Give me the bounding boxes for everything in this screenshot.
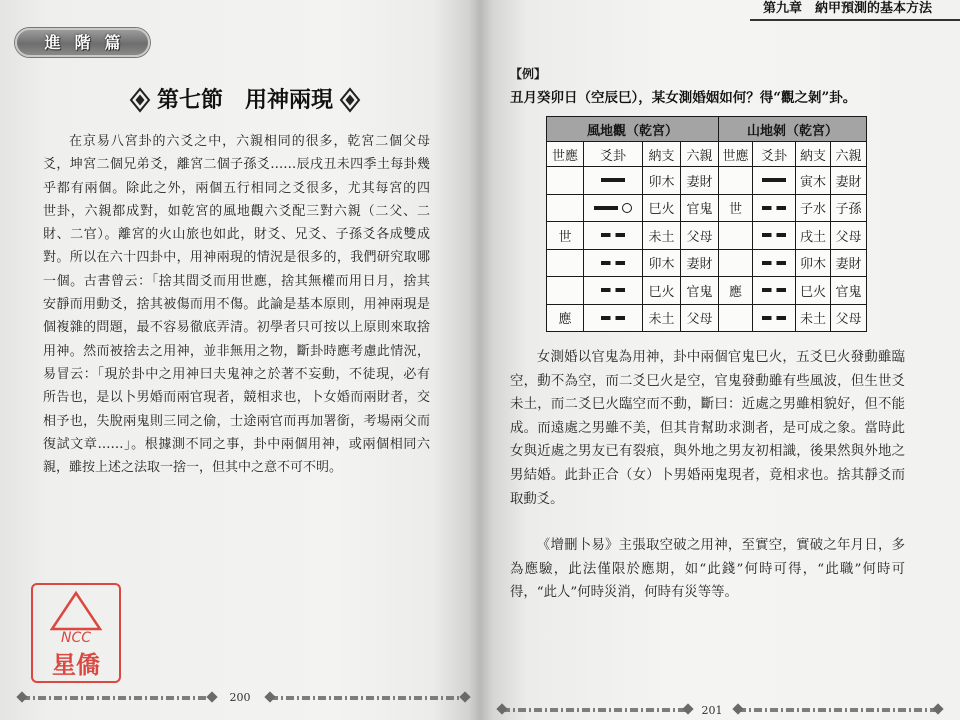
- note-paragraph: [510, 534, 905, 605]
- shi-ying-cell: [547, 277, 584, 305]
- na-zhi-cell: 戌土: [796, 222, 831, 250]
- yao-rows: [547, 167, 867, 332]
- header-rule: [750, 19, 960, 21]
- text-line: 用神。然而被捨去之用神，並非無用之物，斷卦時應考慮此情況，: [43, 343, 430, 359]
- text-line: 女與近處之男友已有裂痕，與外地之男友初相識，後果然與外地之: [510, 444, 905, 460]
- logo-chinese-text: 星僑: [52, 651, 100, 679]
- column-header-liu-qin: 六親: [681, 142, 719, 167]
- footer-ornament-line: [22, 696, 212, 700]
- text-line: 在京易八宮卦的六爻之中，六親相同的很多，乾宮二個父母: [69, 134, 430, 149]
- yao-line-cell: [753, 194, 796, 222]
- text-line: 未土，而二爻巳火臨空而不動，斷曰：近處之男雖相貌好，但不能: [510, 397, 905, 413]
- na-zhi-cell: 未土: [643, 222, 681, 250]
- yao-line-cell: [753, 222, 796, 250]
- chapter-header: 第九章 納甲預測的基本方法: [763, 1, 933, 16]
- shi-ying-cell: [547, 249, 584, 277]
- na-zhi-cell: 卯木: [643, 167, 681, 195]
- text-line: 所告也，是以卜男婚而兩官現者，競相求也，卜女婚而兩財者，交: [43, 390, 430, 406]
- text-line: 爻，坤宮二個兄弟爻，離宮二個子孫爻……辰戌丑未四季土每卦幾: [43, 157, 430, 173]
- column-header-yao-gua: 爻卦: [584, 142, 643, 167]
- column-header-liu-qin: 六親: [831, 142, 867, 167]
- yang-line-icon: [601, 178, 625, 182]
- text-line: 乎都有兩個。除此之外，兩個五行相同之爻很多，尤其每宮的四: [43, 180, 430, 196]
- na-zhi-cell: 巳火: [796, 277, 831, 305]
- column-header-row: [547, 142, 867, 167]
- logo-latin-text: NCC: [60, 630, 92, 646]
- text-line: 《增刪卜易》主張取空破之用神，至實空，實破之年月日，多: [536, 538, 905, 553]
- hexagram-name-row: [547, 117, 867, 142]
- ncc-xingqiao-logo: [30, 582, 122, 684]
- text-line: 一個。古書曾云：「捨其間爻而用世應，捨其無權而用日月，捨其: [43, 273, 430, 289]
- changed-hexagram-name: 山地剝（乾宮）: [719, 117, 867, 142]
- na-zhi-cell: 未土: [643, 304, 681, 332]
- page-number: 200: [229, 691, 251, 704]
- example-label: 【例】: [510, 67, 547, 81]
- shi-ying-cell: 應: [547, 304, 584, 332]
- yao-row: [547, 222, 867, 250]
- analysis-paragraph: [510, 346, 905, 511]
- yao-line-cell: [753, 167, 796, 195]
- left-body-text: [43, 130, 430, 479]
- text-line: 為應驗，此法僅限於應期，如“此錢”何時可得，“此職”何時可: [510, 561, 905, 577]
- yao-row: [547, 304, 867, 332]
- yao-line-cell: [584, 249, 643, 277]
- text-line: 對。所以在六十四卦中，用神兩現的情況是很多的，我們研究取哪: [43, 250, 430, 266]
- part-banner: 進階篇: [15, 28, 150, 57]
- shi-ying-cell: [719, 167, 753, 195]
- yin-line-icon: [762, 288, 786, 292]
- yao-row: [547, 277, 867, 305]
- liu-qin-cell: 妻財: [831, 167, 867, 195]
- shi-ying-cell: 應: [719, 277, 753, 305]
- shi-ying-cell: 世: [719, 194, 753, 222]
- page-number: 201: [701, 704, 723, 717]
- yin-line-icon: [601, 288, 625, 292]
- shi-ying-cell: [547, 194, 584, 222]
- footer-ornament-line: [738, 708, 938, 712]
- title-ornament-left-icon: [129, 87, 151, 113]
- text-line: 女測婚以官鬼為用神，卦中兩個官鬼巳火，五爻巳火發動雖臨: [536, 350, 905, 365]
- na-zhi-cell: 寅木: [796, 167, 831, 195]
- text-line: 得，“此人”何時災消，何時有災等等。: [510, 585, 738, 601]
- shi-ying-cell: [719, 304, 753, 332]
- text-line: 安靜而用動爻，捨其被傷而用不傷。此論是基本原則，用神兩現是: [43, 297, 430, 313]
- footer-ornament-line: [270, 696, 465, 700]
- yao-line-cell: [584, 304, 643, 332]
- yin-line-icon: [762, 206, 786, 210]
- liu-qin-cell: 子孫: [831, 194, 867, 222]
- column-header-na-zhi: 納支: [796, 142, 831, 167]
- liu-qin-cell: 父母: [681, 304, 719, 332]
- moving-line-circle-icon: [622, 203, 632, 213]
- yao-line-cell: [753, 304, 796, 332]
- text-line: 財、二官）。離宮的火山旅也如此，財爻、兄爻、子孫爻各成雙成: [43, 227, 430, 243]
- text-line: 成。而遠處之男雖不美，但其肯幫助求測者，是可成之象。當時此: [510, 420, 905, 436]
- yao-line-cell: [753, 249, 796, 277]
- hexagram-table: [546, 116, 867, 332]
- column-header-na-zhi: 納支: [643, 142, 681, 167]
- text-line: 空，動不為空，而二爻巳火是空，官鬼發動雖有些風波，但生世爻: [510, 373, 905, 389]
- na-zhi-cell: 巳火: [643, 194, 681, 222]
- liu-qin-cell: 妻財: [681, 249, 719, 277]
- yao-row: [547, 167, 867, 195]
- yao-line-cell: [584, 194, 643, 222]
- yao-line-cell: [584, 167, 643, 195]
- yin-line-icon: [601, 233, 625, 237]
- text-line: 復試文章……」。根據測不同之事，卦中兩個用神，或兩個相同六: [43, 436, 430, 452]
- yao-line-cell: [584, 277, 643, 305]
- column-header-shi-ying: 世應: [719, 142, 753, 167]
- na-zhi-cell: 未土: [796, 304, 831, 332]
- liu-qin-cell: 官鬼: [831, 277, 867, 305]
- liu-qin-cell: 父母: [831, 304, 867, 332]
- liu-qin-cell: 妻財: [681, 167, 719, 195]
- column-header-shi-ying: 世應: [547, 142, 584, 167]
- liu-qin-cell: 官鬼: [681, 277, 719, 305]
- yin-line-icon: [762, 261, 786, 265]
- column-header-yao-gua: 爻卦: [753, 142, 796, 167]
- na-zhi-cell: 卯木: [796, 249, 831, 277]
- text-line: 世卦，六親都成對，如乾宮的風地觀六爻配三對六親（二父、二: [43, 203, 430, 219]
- yin-line-icon: [601, 261, 625, 265]
- text-line: 親，雖按上述之法取一捨一，但其中之意不可不明。: [43, 460, 343, 476]
- title-ornament-right-icon: [339, 87, 361, 113]
- na-zhi-cell: 卯木: [643, 249, 681, 277]
- yao-line-cell: [753, 277, 796, 305]
- logo-triangle-icon: [52, 593, 100, 629]
- shi-ying-cell: [547, 167, 584, 195]
- right-page: [480, 0, 960, 720]
- yao-row: [547, 249, 867, 277]
- liu-qin-cell: 父母: [681, 222, 719, 250]
- text-line: 取動爻。: [510, 491, 564, 507]
- yao-line-cell: [584, 222, 643, 250]
- original-hexagram-name: 風地觀（乾宮）: [547, 117, 719, 142]
- shi-ying-cell: [719, 249, 753, 277]
- na-zhi-cell: 子水: [796, 194, 831, 222]
- section-title-text: 第七節 用神兩現: [156, 87, 333, 113]
- text-line: 相予也，失脫兩鬼則三同之偷，士途兩官而再加署銜，考場兩父而: [43, 413, 430, 429]
- yang-line-icon: [594, 206, 618, 210]
- yin-line-icon: [762, 316, 786, 320]
- na-zhi-cell: 巳火: [643, 277, 681, 305]
- text-line: 男結婚。此卦正合（女）卜男婚兩鬼現者，竟相求也。捨其靜爻而: [510, 467, 905, 483]
- yao-row: [547, 194, 867, 222]
- liu-qin-cell: 妻財: [831, 249, 867, 277]
- footer-ornament-line: [502, 708, 688, 712]
- text-line: 易冒云：「現於卦中之用神曰夫鬼神之於著不妄動，不徒現，必有: [43, 366, 430, 382]
- liu-qin-cell: 父母: [831, 222, 867, 250]
- text-line: 個複雜的問題，最不容易徹底弄清。初學者只可按以上原則來取捨: [43, 320, 430, 336]
- liu-qin-cell: 官鬼: [681, 194, 719, 222]
- yin-line-icon: [601, 316, 625, 320]
- shi-ying-cell: 世: [547, 222, 584, 250]
- yin-line-icon: [762, 233, 786, 237]
- example-question: 丑月癸卯日（空辰巳），某女測婚姻如何？得“觀之剝”卦。: [510, 90, 857, 106]
- yang-line-icon: [762, 178, 786, 182]
- shi-ying-cell: [719, 222, 753, 250]
- section-title: [100, 84, 390, 116]
